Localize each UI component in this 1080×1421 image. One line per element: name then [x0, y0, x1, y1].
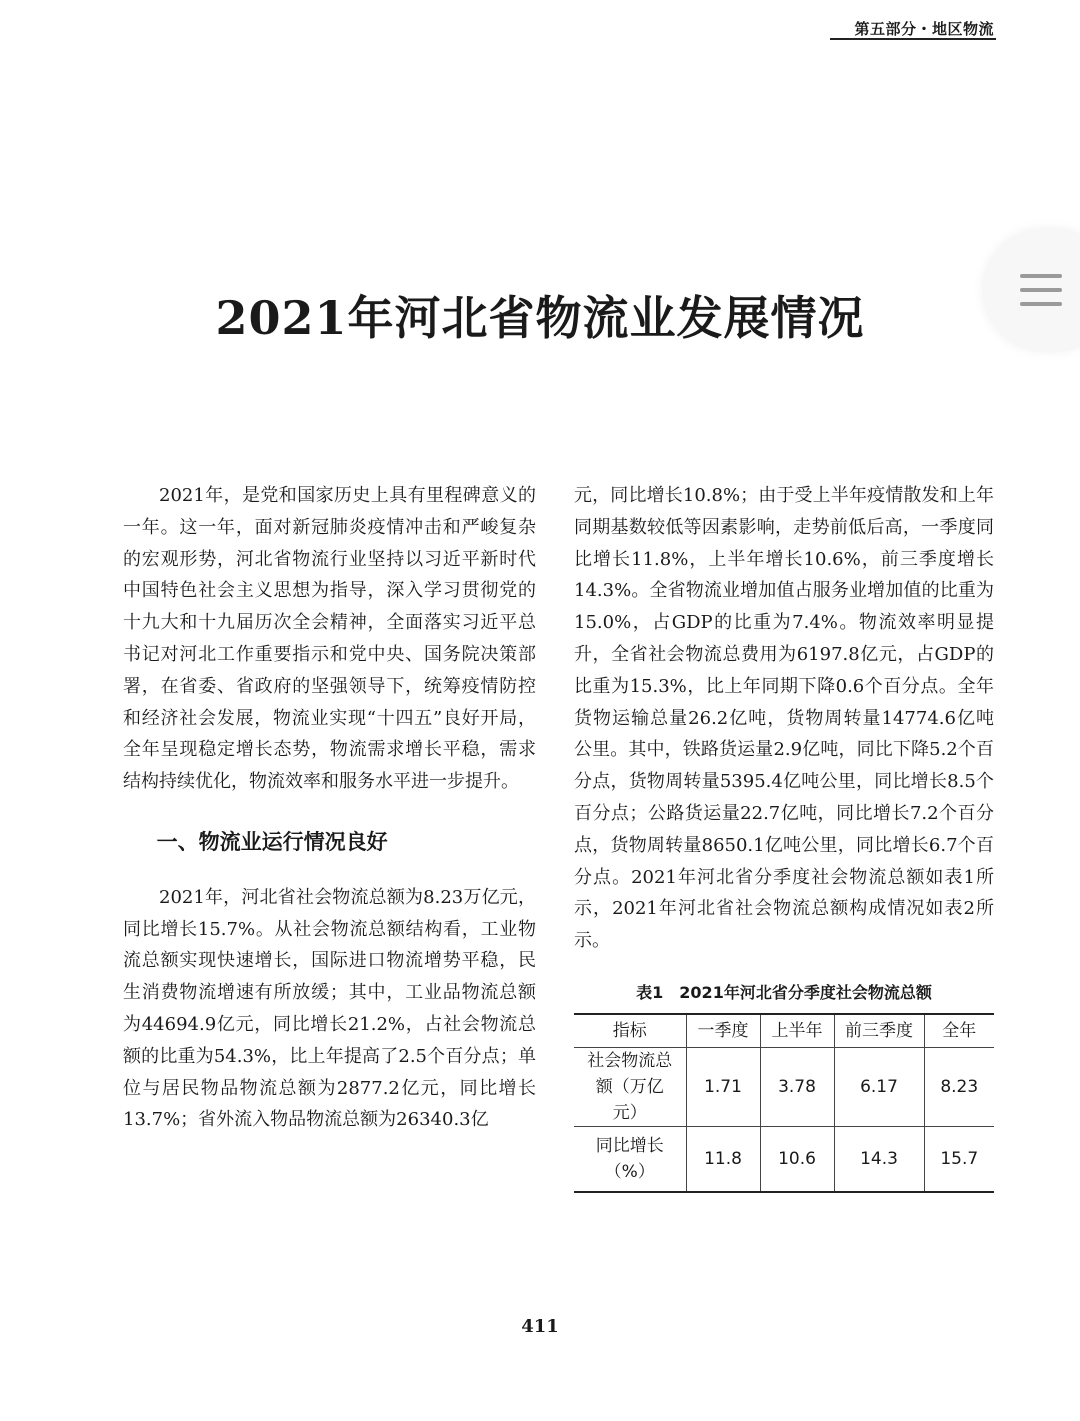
right-column — [574, 480, 994, 1193]
row-label: 社会物流总额（万亿元） — [574, 1047, 686, 1126]
menu-bar-line — [1020, 274, 1062, 278]
table-row — [574, 1126, 994, 1192]
table-cell: 14.3 — [834, 1126, 924, 1192]
table-header-cell: 全年 — [924, 1014, 994, 1048]
table-header-cell: 前三季度 — [834, 1014, 924, 1048]
table-cell: 10.6 — [760, 1126, 834, 1192]
table-row — [574, 1047, 994, 1126]
continued-paragraph: 元，同比增长10.8%；由于受上半年疫情散发和上年同期基数较低等因素影响，走势前低后高，一季度同比增长11.8%，上半年增长10.6%，前三季度增长14.3%。全省物流业增加值占服务业增加值的比重为15.0%，占GDP的比重为7.4%。物流效率明显提升，全省社会物流总费用为6197.8亿元，占GDP的比重为15.3%，比上年同期下降0.6个百分点。全年货物运输总量26.2亿吨，货物周转量14774.6亿吨公里。其中，铁路货运量2.9亿吨，同比下降5.2个百分点，货物周转量5395.4亿吨公里，同比增长8.5个百分点；公路货运量22.7亿吨，同比增长7.2个百分点，货物周转量8650.1亿吨公里，同比增长6.7个百分点。2021年河北省分季度社会物流总额如表1所示，2021年河北省社会物流总额构成情况如表2所示。 — [574, 485, 994, 952]
running-head — [830, 8, 996, 40]
article-title: 2021年河北省物流业发展情况 — [215, 291, 865, 345]
page-number: 411 — [521, 1316, 559, 1337]
table-cell: 6.17 — [834, 1047, 924, 1126]
table-header-row — [574, 1014, 994, 1048]
section-paragraph: 2021年，河北省社会物流总额为8.23万亿元，同比增长15.7%。从社会物流总额结构看，工业物流总额实现快速增长，国际进口物流增势平稳，民生消费物流增速有所放缓；其中，工业品物流总额为44694.9亿元，同比增长21.2%，占社会物流总额的比重为54.3%，比上年提高了2.5个百分点；单位与居民物品物流总额为2877.2亿元，同比增长13.7%；省外流入物品物流总额为26340.3亿 — [123, 886, 536, 1131]
table-header-cell: 上半年 — [760, 1014, 834, 1048]
table-cell: 3.78 — [760, 1047, 834, 1126]
intro-paragraph: 2021年，是党和国家历史上具有里程碑意义的一年。这一年，面对新冠肺炎疫情冲击和严峻复杂的宏观形势，河北省物流行业坚持以习近平新时代中国特色社会主义思想为指导，深入学习贯彻党的十九大和十九届历次全会精神，全面落实习近平总书记对河北工作重要指示和党中央、国务院决策部署，在省委、省政府的坚强领导下，统筹疫情防控和经济社会发展，物流业实现“十四五”良好开局，全年呈现稳定增长态势，物流需求增长平稳，需求结构持续优化，物流效率和服务水平进一步提升。 — [123, 485, 536, 793]
table-header-cell: 指标 — [612, 1020, 647, 1041]
table-cell: 11.8 — [686, 1126, 760, 1192]
row-label: 同比增长（%） — [574, 1126, 686, 1192]
table-cell: 8.23 — [924, 1047, 994, 1126]
table-header-cell: 一季度 — [686, 1014, 760, 1048]
quarterly-logistics-table — [574, 1013, 994, 1193]
table-caption: 表1 2021年河北省分季度社会物流总额 — [636, 982, 932, 1002]
left-column — [123, 480, 536, 1136]
section-heading: 一、物流业运行情况良好 — [156, 828, 388, 854]
table-cell: 15.7 — [924, 1126, 994, 1192]
running-head-text: 第五部分・地区物流 — [854, 20, 994, 38]
table-cell: 1.71 — [686, 1047, 760, 1126]
